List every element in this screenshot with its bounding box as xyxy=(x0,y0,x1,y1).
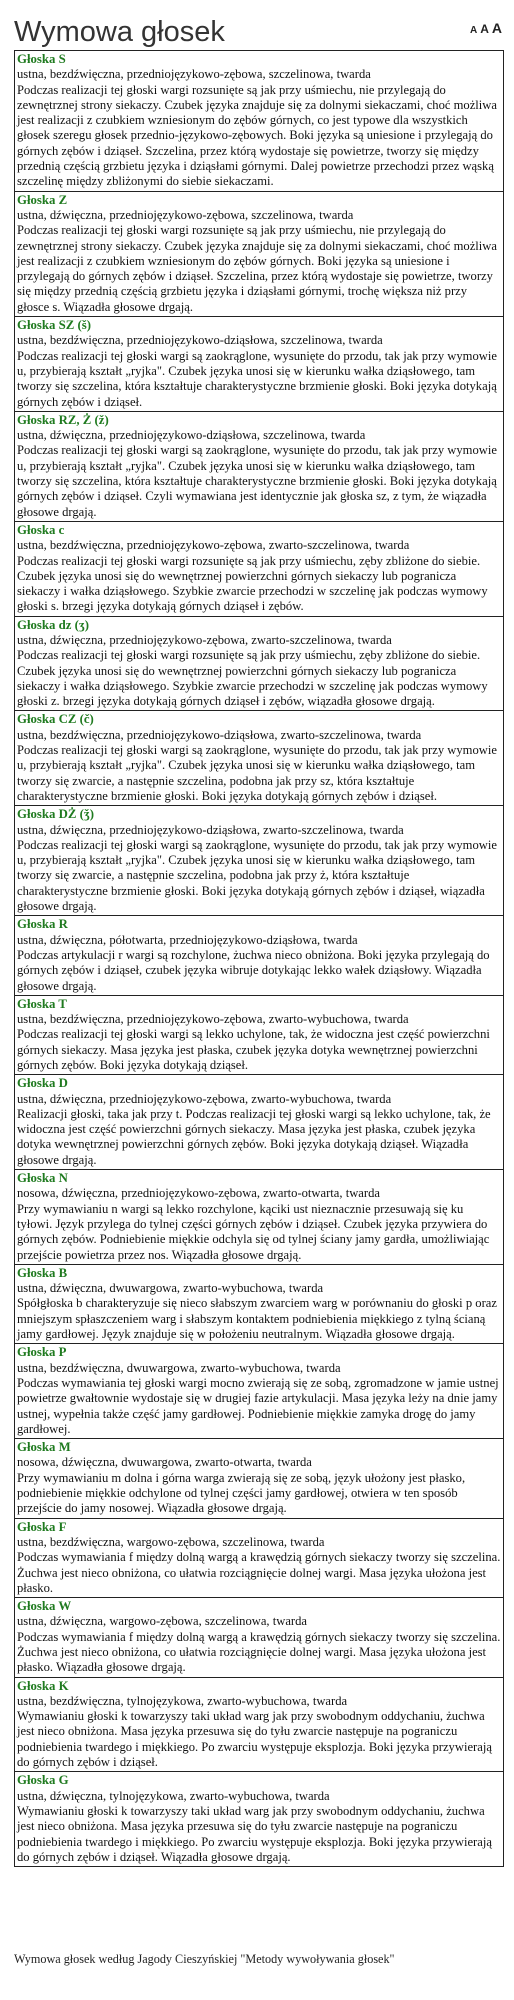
phoneme-entry xyxy=(15,916,503,995)
phoneme-title: Głoska Z xyxy=(17,192,68,207)
phoneme-title: Głoska RZ, Ż (ž) xyxy=(17,412,109,427)
phoneme-title: Głoska B xyxy=(17,1265,68,1280)
phoneme-entry xyxy=(15,1519,503,1598)
phoneme-title: Głoska R xyxy=(17,917,68,932)
phoneme-description: Podczas realizacji tej głoski wargi rozsunięte są jak przy uśmiechu, zęby zbliżone do siebie. Czubek języka unosi się do wewnętrznej powierzchni górnych siekaczy lub pogranicza siekaczy i wałka dziąsłowego. Szybkie zwarcie przechodzi w szczelinę jak podczas wymowy głoski s. brzegi języka dotykają górnych dziąseł i zębów. xyxy=(17,553,488,614)
phoneme-title: Głoska T xyxy=(17,996,67,1011)
phoneme-features: ustna, bezdźwięczna, wargowo-zębowa, szczelinowa, twarda xyxy=(17,1534,325,1549)
phoneme-description: Podczas realizacji tej głoski wargi są zaokrąglone, wysunięte do przodu, tak jak przy wymowie u, przybierają kształt „ryjka". Czubek języka unosi się w kierunku wałka dziąsłowego, tam tworzy się szczelina, która kształtuje charakterystyczne brzmienie głoski. Boki języka dotykają górnych zębów i dziąseł. Czyli wymawiana jest identycznie jak głoska sz, z tym, że wiązadła głosowe drgają. xyxy=(17,443,497,519)
phoneme-description: Podczas realizacji tej głoski wargi są zaokrąglone, wysunięte do przodu, tak jak przy wymowie u, przybierają kształt „ryjka". Czubek języka unosi się w kierunku wałka dziąsłowego, tam tworzy się szczelina, która kształtuje charakterystyczne brzmienie głoski. Boki języka dotykają górnych zębów i dziąseł. xyxy=(17,348,497,409)
page-title: Wymowa głosek xyxy=(14,16,225,48)
phoneme-entry xyxy=(15,617,503,712)
phoneme-entry xyxy=(15,806,503,916)
phoneme-title: Głoska SZ (š) xyxy=(17,318,91,333)
phoneme-entry xyxy=(15,1772,503,1866)
phoneme-description: Podczas wymawiania f między dolną wargą a krawędzią górnych siekaczy tworzy się szczelina. Żuchwa jest nieco obniżona, co ułatwia rozciągnięcie dolnej wargi. Masa języka ułożona jest płasko. Wiązadła głosowe drgają. xyxy=(17,1629,501,1675)
phoneme-features: ustna, bezdźwięczna, przedniojęzykowo-zębowa, zwarto-szczelinowa, twarda xyxy=(17,538,410,553)
phoneme-entry xyxy=(15,1598,503,1677)
phoneme-description: Realizacji głoski, taka jak przy t. Podczas realizacji tej głoski wargi są lekko uchylone, tak, że widoczna jest część powierzchni górnych siekaczy. Masa języka jest płaska, czubek języka dotyka wewnętrznej powierzchni górnych zębów. Boki języka dotykają dziąseł. Wiązadła głosowe drgają. xyxy=(17,1106,491,1167)
phoneme-description: Podczas realizacji tej głoski wargi są zaokrąglone, wysunięte do przodu, tak jak przy wymowie u, przybierają kształt „ryjka". Czubek języka unosi się w kierunku wałka dziąsłowego, tam tworzy się zwarcie, a następnie szczelina, podobna jak przy ż, która kształtuje charakterystyczne brzmienie głoski. Boki języka dotykają górnych zębów i dziąseł, wiązadła głosowe drgają. xyxy=(17,837,497,914)
phoneme-features: ustna, bezdźwięczna, przedniojęzykowo-dziąsłowa, zwarto-szczelinowa, twarda xyxy=(17,727,422,742)
phoneme-features: ustna, dźwięczna, przedniojęzykowo-dziąsłowa, szczelinowa, twarda xyxy=(17,428,366,443)
font-size-small-button[interactable]: A xyxy=(469,25,478,36)
phoneme-features: ustna, bezdźwięczna, przedniojęzykowo-zębowa, szczelinowa, twarda xyxy=(17,67,371,82)
phoneme-entry xyxy=(15,1439,503,1518)
page-header xyxy=(14,14,502,50)
phoneme-features: ustna, dźwięczna, przedniojęzykowo-zębowa, zwarto-szczelinowa, twarda xyxy=(17,632,392,647)
phoneme-description: Podczas wymawiania tej głoski wargi mocno zwierają się ze sobą, zgromadzone w jamie ustnej powietrze gwałtownie wydostaje się w drugiej fazie artykulacji. Masa języka leży na dnie jamy ustnej, wypełnia także część jamy gardłowej. Podniebienie miękkie zamyka drogę do jamy gardłowej. xyxy=(17,1375,499,1436)
phoneme-title: Głoska CZ (č) xyxy=(17,712,94,727)
phoneme-title: Głoska c xyxy=(17,522,65,537)
phoneme-title: Głoska S xyxy=(17,52,66,66)
phoneme-title: Głoska G xyxy=(17,1773,69,1788)
phoneme-entry xyxy=(15,1265,503,1344)
phoneme-entry xyxy=(15,1678,503,1773)
phoneme-title: Głoska dz (ʒ) xyxy=(17,617,89,632)
phoneme-features: ustna, dźwięczna, półotwarta, przedniojęzykowo-dziąsłowa, twarda xyxy=(17,932,358,947)
phoneme-entry xyxy=(15,192,503,317)
phoneme-title: Głoska M xyxy=(17,1440,71,1455)
phoneme-description: Przy wymawianiu m dolna i górna warga zwierają się ze sobą, język ułożony jest płasko, podniebienie miękkie odchylone od tylnej części jamy gardłowej, otwiera w ten sposób przejście do jamy nosowej. Wiązadła głosowe drgają. xyxy=(17,1470,466,1516)
phoneme-description: Podczas realizacji tej głoski wargi rozsunięte są jak przy uśmiechu, zęby zbliżone do siebie. Czubek języka unosi się do wewnętrznej powierzchni górnych siekaczy lub pogranicza siekaczy i wałka dziąsłowego. Szybkie zwarcie przechodzi w szczelinę jak podczas wymowy głoski z. brzegi języka dotykają górnych dziąseł i zębów, wiązadła głosowe drgają. xyxy=(17,648,488,709)
phoneme-description: Spółgłoska b charakteryzuje się nieco słabszym zwarciem warg w porównaniu do głoski p oraz mniejszym spłaszczeniem warg i słabszym kontaktem podniebienia miękkiego z tylną ścianą jamy gardłowej. Język znajduje się w położeniu neutralnym. Wiązadła głosowe drgają. xyxy=(17,1296,497,1342)
phoneme-features: ustna, dźwięczna, przedniojęzykowo-zębowa, zwarto-wybuchowa, twarda xyxy=(17,1091,392,1106)
phoneme-title: Głoska W xyxy=(17,1599,72,1614)
phoneme-entry xyxy=(15,711,503,806)
phoneme-entry xyxy=(15,1170,503,1265)
phoneme-features: ustna, dźwięczna, tylnojęzykowa, zwarto-wybuchowa, twarda xyxy=(17,1788,330,1803)
phoneme-features: ustna, dźwięczna, przedniojęzykowo-dziąsłowa, zwarto-szczelinowa, twarda xyxy=(17,822,404,837)
phoneme-title: Głoska F xyxy=(17,1519,67,1534)
phoneme-title: Głoska K xyxy=(17,1678,69,1693)
phoneme-entry xyxy=(15,412,503,522)
phoneme-features: nosowa, dźwięczna, dwuwargowa, zwarto-otwarta, twarda xyxy=(17,1455,312,1470)
phoneme-title: Głoska DŻ (ǯ) xyxy=(17,807,94,822)
phoneme-entry xyxy=(15,1075,503,1170)
page-footer: Wymowa głosek według Jagody Cieszyńskiej "Metody wywoływania głosek" xyxy=(14,1952,395,1966)
font-size-large-button[interactable]: A xyxy=(491,20,502,36)
phoneme-entry xyxy=(15,996,503,1075)
phoneme-features: ustna, dźwięczna, przedniojęzykowo-zębowa, szczelinowa, twarda xyxy=(17,207,354,222)
phoneme-entry xyxy=(15,317,503,412)
phoneme-description: Podczas wymawiania f między dolną wargą a krawędzią górnych siekaczy tworzy się szczelina. Żuchwa jest nieco obniżona, co ułatwia rozciągnięcie dolnej wargi. Masa języka ułożona jest płasko. xyxy=(17,1550,501,1595)
phoneme-entry xyxy=(15,1344,503,1439)
phoneme-entry xyxy=(15,522,503,617)
phoneme-description: Podczas realizacji tej głoski wargi są lekko uchylone, tak, że widoczna jest część powierzchni górnych siekaczy. Masa języka jest płaska, czubek języka dotyka wewnętrznej powierzchni górnych zębów. Boki języka dotykają dziąseł. xyxy=(17,1027,490,1072)
phoneme-description: Podczas realizacji tej głoski wargi rozsunięte są jak przy uśmiechu, nie przylegają do zewnętrznej strony siekaczy. Czubek języka znajduje się za dolnymi siekaczami, choć możliwa jest realizacji z czubkiem wzniesionym do zębów górnych, co jest typowe dla wszystkich głosek szeregu głosek przednio-językowo-zębowych. Boki języka są uniesione i przylegają do górnych zębów i dziąseł. Szczelina, przez którą wydostaje się powietrze, tworzy się między przednią częścią grzbietu języka i dziąsłami górnymi. Dalej powietrze przechodzi przez wąską szczelinę między zbliżonymi do siebie siekaczami. xyxy=(17,82,497,189)
phoneme-list xyxy=(14,50,504,1867)
font-size-controls xyxy=(470,20,502,36)
phoneme-features: ustna, dźwięczna, wargowo-zębowa, szczelinowa, twarda xyxy=(17,1614,307,1629)
phoneme-description: Podczas realizacji tej głoski wargi rozsunięte są jak przy uśmiechu, nie przylegają do zewnętrznej strony siekaczy. Czubek języka znajduje się za dolnymi siekaczami, choć możliwa jest realizacji z czubkiem wzniesionym do zębów górnych. Boki języka są uniesione i przylegają do górnych zębów i dziąseł. Szczelina, przez którą wydostaje się powietrze, tworzy się między przednią częścią grzbietu języka i dziąsłami górnymi, trochę większa niż przy głosce s. Wiązadła głosowe drgają. xyxy=(17,223,497,314)
phoneme-features: ustna, bezdźwięczna, dwuwargowa, zwarto-wybuchowa, twarda xyxy=(17,1360,341,1375)
phoneme-title: Głoska D xyxy=(17,1076,68,1091)
phoneme-entry xyxy=(15,51,503,192)
phoneme-title: Głoska N xyxy=(17,1171,68,1186)
phoneme-title: Głoska P xyxy=(17,1345,67,1360)
font-size-medium-button[interactable]: A xyxy=(480,22,489,36)
phoneme-features: nosowa, dźwięczna, przedniojęzykowo-zębowa, zwarto-otwarta, twarda xyxy=(17,1186,380,1201)
phoneme-features: ustna, bezdźwięczna, tylnojęzykowa, zwarto-wybuchowa, twarda xyxy=(17,1693,348,1708)
phoneme-description: Wymawianiu głoski k towarzyszy taki układ warg jak przy swobodnym oddychaniu, żuchwa jest nieco obniżona. Masa języka przesuwa się do tyłu zwarcie następuje na pograniczu podniebienia twardego i miękkiego. Po zwarciu występuje eksplozja. Boki języka przywierają do górnych zębów i dziąseł. Wiązadła głosowe drgają. xyxy=(17,1803,492,1864)
phoneme-description: Przy wymawianiu n wargi są lekko rozchylone, kąciki ust nieznacznie przesuwają się ku tyłowi. Język przylega do tylnej części górnych zębów i dziąseł. Czubek języka przywiera do górnych zębów. Podniebienie miękkie odchyla się od tylnej ściany jamy gardła, umożliwiając przejście powietrza przez nos. Wiązadła głosowe drgają. xyxy=(17,1201,490,1262)
phoneme-features: ustna, dźwięczna, dwuwargowa, zwarto-wybuchowa, twarda xyxy=(17,1281,324,1296)
phoneme-description: Podczas realizacji tej głoski wargi są zaokrąglone, wysunięte do przodu, tak jak przy wymowie u, przybierają kształt „ryjka". Czubek języka unosi się w kierunku wałka dziąsłowego, tam tworzy się zwarcie, a następnie szczelina, podobna jak przy sz, która kształtuje charakterystyczne brzmienie głoski. Boki języka dotykają górnych zębów i dziąseł. xyxy=(17,743,497,803)
phoneme-description: Wymawianiu głoski k towarzyszy taki układ warg jak przy swobodnym oddychaniu, żuchwa jest nieco obniżona. Masa języka przesuwa się do tyłu zwarcie następuje na pograniczu podniebienia twardego i miękkiego. Po zwarciu występuje eksplozja. Boki języka przywierają do górnych zębów i dziąseł. xyxy=(17,1709,492,1770)
phoneme-description: Podczas artykulacji r wargi są rozchylone, żuchwa nieco obniżona. Boki języka przylegają do górnych zębów i dziąseł, czubek języka wibruje dotykając lekko wałek dziąsłowy. Wiązadła głosowe drgają. xyxy=(17,947,490,993)
phoneme-features: ustna, bezdźwięczna, przedniojęzykowo-dziąsłowa, szczelinowa, twarda xyxy=(17,333,383,348)
phoneme-features: ustna, bezdźwięczna, przedniojęzykowo-zębowa, zwarto-wybuchowa, twarda xyxy=(17,1012,409,1027)
